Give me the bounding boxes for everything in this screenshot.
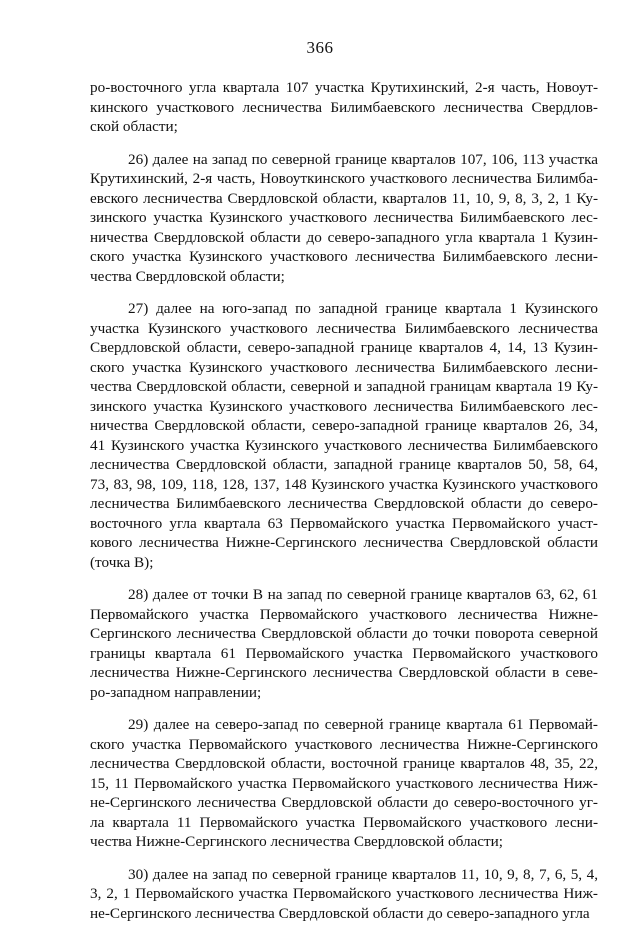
- text-line: ничества Свердловской области, северо-западной границе кварталов 26, 34,: [90, 417, 598, 434]
- text-line: кинского участкового лесничества Билимбаевского лесничества Свердлов-: [90, 98, 598, 116]
- paragraph: [90, 150, 598, 287]
- document-body: [90, 78, 598, 936]
- text-line: ской области;: [90, 118, 178, 135]
- text-line: (точка В);: [90, 553, 154, 571]
- text-line: 41 Кузинского участка Кузинского участкового лесничества Билимбаевского: [90, 436, 598, 454]
- text-line: ла квартала 11 Первомайского участка Первомайского участкового лесни-: [90, 813, 598, 831]
- text-line: 29) далее на северо-запад по северной границе квартала 61 Первомай-: [128, 716, 598, 733]
- text-line: восточного угла квартала 63 Первомайского участка Первомайского участ-: [90, 514, 598, 532]
- text-line: ро-западном направлении;: [90, 683, 262, 701]
- text-line: чества Свердловской области, северной и западной границам квартала 19 Ку-: [90, 378, 598, 395]
- text-line: Сергинского лесничества Свердловской области до точки поворота северной: [90, 625, 598, 642]
- text-line: ского участка Первомайского участкового лесничества Нижне-Сергинского: [90, 735, 598, 753]
- text-line: лесничества Свердловской области, восточной границе кварталов 48, 35, 22,: [90, 755, 598, 772]
- text-line: ничества Свердловской области до северо-западного угла квартала 1 Кузин-: [90, 228, 598, 246]
- text-line: Свердловской области, северо-западной границе кварталов 4, 14, 13 Кузин-: [90, 339, 598, 356]
- text-line: Крутихинский, 2-я часть, Новоуткинского участкового лесничества Билимба-: [90, 170, 598, 187]
- text-line: не-Сергинского лесничества Свердловской области до северо-западного угла: [90, 904, 590, 922]
- text-line: чества Свердловской области;: [90, 267, 285, 285]
- text-line: 28) далее от точки В на запад по северной границе кварталов 63, 62, 61: [128, 586, 598, 603]
- page-number: 366: [306, 38, 334, 57]
- text-line: 15, 11 Первомайского участка Первомайского участкового лесничества Ниж-: [90, 774, 598, 792]
- text-line: 27) далее на юго-запад по западной границе квартала 1 Кузинского: [128, 300, 598, 317]
- text-line: лесничества Свердловской области, западной границе кварталов 50, 58, 64,: [90, 456, 598, 473]
- paragraph: [90, 299, 598, 572]
- text-line: чества Нижне-Сергинского лесничества Свердловской области;: [90, 833, 503, 850]
- paragraph: [90, 585, 598, 702]
- text-line: ского участка Кузинского участкового лесничества Билимбаевского лесни-: [90, 358, 598, 376]
- text-line: 26) далее на запад по северной границе кварталов 107, 106, 113 участка: [128, 150, 598, 168]
- text-line: зинского участка Кузинского участкового лесничества Билимбаевского лес-: [90, 209, 598, 226]
- text-line: Первомайского участка Первомайского участкового лесничества Нижне-: [90, 605, 598, 623]
- paragraph: [90, 865, 598, 924]
- text-line: лесничества Нижне-Сергинского лесничества Свердловской области в севе-: [90, 664, 598, 681]
- text-line: евского лесничества Свердловской области, кварталов 11, 10, 9, 8, 3, 2, 1 Ку-: [90, 189, 598, 207]
- text-line: не-Сергинского лесничества Свердловской области до северо-восточного уг-: [90, 794, 598, 811]
- text-line: ского участка Кузинского участкового лесничества Билимбаевского лесни-: [90, 248, 598, 265]
- text-line: ро-восточного угла квартала 107 участка Крутихинский, 2-я часть, Новоут-: [90, 79, 598, 96]
- text-line: 30) далее на запад по северной границе кварталов 11, 10, 9, 8, 7, 6, 5, 4,: [128, 865, 598, 883]
- text-line: 3, 2, 1 Первомайского участка Первомайского участкового лесничества Ниж-: [90, 885, 598, 902]
- text-line: зинского участка Кузинского участкового лесничества Билимбаевского лес-: [90, 397, 598, 415]
- text-line: границы квартала 61 Первомайского участка Первомайского участкового: [90, 644, 598, 662]
- text-line: кового лесничества Нижне-Сергинского лесничества Свердловской области: [90, 534, 598, 551]
- text-line: 73, 83, 98, 109, 118, 128, 137, 148 Кузинского участка Кузинского участкового: [90, 475, 598, 493]
- text-line: участка Кузинского участкового лесничества Билимбаевского лесничества: [90, 319, 598, 337]
- text-line: лесничества Билимбаевского лесничества Свердловской области до северо-: [90, 495, 598, 512]
- paragraph: [90, 715, 598, 852]
- paragraph: [90, 78, 598, 137]
